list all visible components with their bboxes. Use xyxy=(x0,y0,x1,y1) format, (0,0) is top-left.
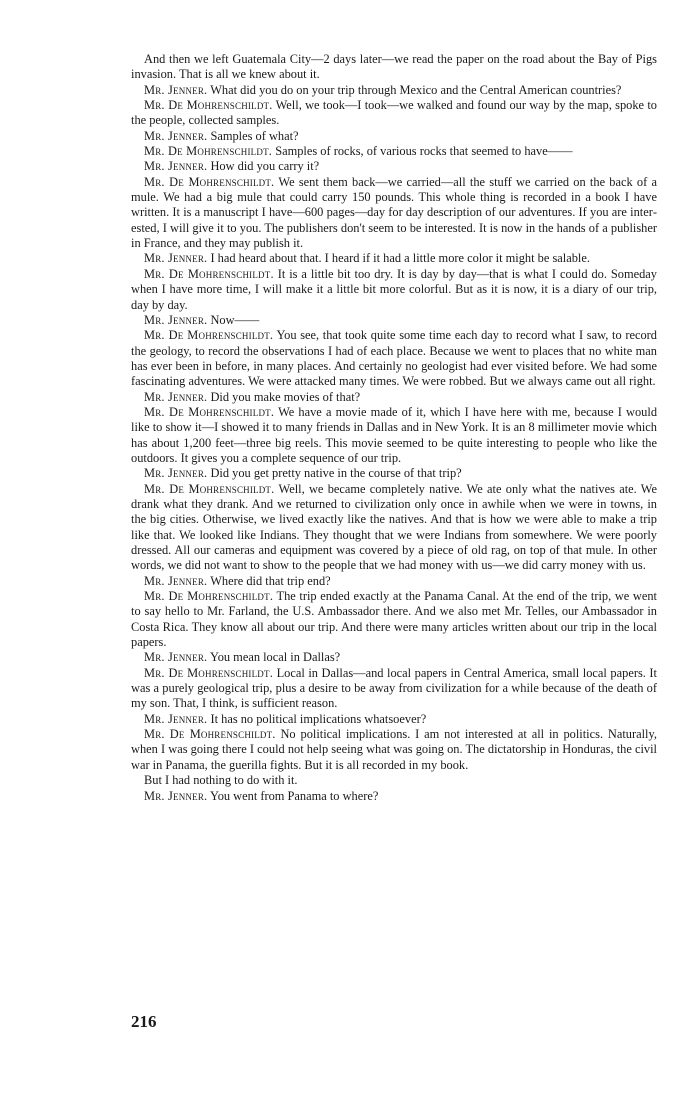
transcript-paragraph xyxy=(131,98,657,129)
speaker-label: Mr. Jenner. xyxy=(144,128,208,143)
speaker-label: Mr. De Mohrenschildt. xyxy=(144,98,273,113)
transcript-paragraph xyxy=(131,175,657,252)
speech-text: But I had nothing to do with it. xyxy=(144,773,298,788)
speaker-label: Mr. Jenner. xyxy=(144,650,208,665)
transcript-paragraph xyxy=(131,251,657,266)
speech-text: Samples of what? xyxy=(210,128,299,143)
transcript-paragraph xyxy=(131,773,657,788)
speaker-label: Mr. Jenner. xyxy=(144,711,208,726)
transcript-paragraph xyxy=(131,159,657,174)
narrative-text: And then we left Guatemala City—2 days later—we read the paper on the road about the Bay of Pigs invasion. That is all we knew about it. xyxy=(131,52,657,82)
transcript-paragraph xyxy=(131,328,657,389)
transcript-paragraph xyxy=(131,712,657,727)
speaker-label: Mr. De Mohrenschildt. xyxy=(144,589,274,604)
transcript-paragraph xyxy=(131,727,657,773)
transcript-paragraph xyxy=(131,390,657,405)
speaker-label: Mr. Jenner. xyxy=(144,82,208,97)
speech-text: No political implications. I am not interested at all in politics. Naturally, when I was going there I could not help seeing what was going on. The dictatorship in Honduras, the civil war in Panama, the guerilla fights. But it is all recorded in my book. xyxy=(131,727,657,772)
speaker-label: Mr. Jenner. xyxy=(144,251,208,266)
transcript-paragraph xyxy=(131,52,657,83)
transcript-paragraph xyxy=(131,589,657,650)
speech-text: You see, that took quite some time each day to record what I saw, to record the geology, to record the observations I had of each place. Because we went to places that no white man has ever been in before, in many places. And certainly no geologist had ever visited before. We had some fascinating adventures. We were attacked many times. We were robbed. But we always came out all right. xyxy=(131,328,657,389)
speech-text: Samples of rocks, of various rocks that seemed to have—— xyxy=(275,144,573,159)
speech-text: What did you do on your trip through Mexico and the Central American countries? xyxy=(210,82,622,97)
transcript-paragraph xyxy=(131,482,657,574)
transcript-paragraph xyxy=(131,144,657,159)
speech-text: Well, we became completely native. We ate only what the natives ate. We drank what they drank. And we returned to civilization only once in awhile when we were in towns, in the big cities. Otherwise, we lived exactly like the natives. And that is how we were able to make a trip like that. We looked like Indians. They thought that we were Indians from somewhere. We were poorly dressed. All our cameras and equipment was covered by a piece of old rag, on top of that mule. In other words, we did not want to show to the people that we had money with us—we did carry money with us. xyxy=(131,481,658,573)
transcript-paragraph xyxy=(131,405,657,466)
speaker-label: Mr. De Mohrenschildt. xyxy=(144,144,273,159)
speech-text: You mean local in Dallas? xyxy=(209,650,341,665)
speaker-label: Mr. De Mohrenschildt. xyxy=(144,266,274,281)
transcript-paragraph xyxy=(131,666,657,712)
speaker-label: Mr. Jenner. xyxy=(144,389,208,404)
speaker-label: Mr. De Mohrenschildt. xyxy=(144,727,276,742)
speech-text: We have a movie made of it, which I have here with me, because I would like to show it—I showed it to many friends in Dallas and in New York. It is an 8 millimeter movie which has about 1,200 feet—three big reels. This movie seemed to be quite interesting to people who like the outdoors. It gives you a complete sequence of our trip. xyxy=(131,404,658,465)
speech-text: It is a little bit too dry. It is day by day—that is what I could do. Someday when I have more time, I will make it a little bit more colorful. But as it is now, it is a diary of our trip, day by day. xyxy=(131,266,657,312)
speech-text: Well, we took—I took—we walked and found our way by the map, spoke to the people, collected samples. xyxy=(131,98,657,128)
transcript-paragraph xyxy=(131,466,657,481)
speaker-label: Mr. De Mohrenschildt. xyxy=(144,481,275,496)
speech-text: We sent them back—we carried—all the stuff we carried on the back of a mule. We had a big mule that could carry 150 pounds. This whole thing is recorded in a book I have written. It is a manuscript I have—600 pages—day for day description of our adventures. If you are interested, I will give it to you. The publishers don't seem to be interested. It is now in the hands of a publisher in France, and they may publish it. xyxy=(131,174,657,251)
transcript-paragraph xyxy=(131,313,657,328)
transcript-paragraph xyxy=(131,789,657,804)
transcript-paragraph xyxy=(131,574,657,589)
speaker-label: Mr. Jenner. xyxy=(144,312,208,327)
transcript-paragraph xyxy=(131,650,657,665)
speaker-label: Mr. Jenner. xyxy=(144,573,208,588)
speech-text: Local in Dallas—and local papers in Central America, small local papers. It was a purely geological trip, plus a desire to be away from civilization for a while because of the death of my son. That, I think, is sufficient reason. xyxy=(131,665,657,711)
speaker-label: Mr. De Mohrenschildt. xyxy=(144,174,275,189)
speech-text: How did you carry it? xyxy=(210,159,320,174)
speech-text: Where did that trip end? xyxy=(210,573,331,588)
speech-text: Now—— xyxy=(210,312,260,327)
speaker-label: Mr. De Mohrenschildt. xyxy=(144,328,274,343)
speech-text: The trip ended exactly at the Panama Canal. At the end of the trip, we went to say hello to Mr. Farland, the U.S. Ambassador there. And we also met Mr. Telles, our Ambassador in Costa Rica. They know all about our trip. And there were many articles written about our trip in the local papers. xyxy=(131,589,657,650)
speech-text: I had heard about that. I heard if it had a little more color it might be salable. xyxy=(210,251,590,266)
speech-text: You went from Panama to where? xyxy=(209,788,379,803)
speaker-label: Mr. De Mohrenschildt. xyxy=(144,665,273,680)
speaker-label: Mr. Jenner. xyxy=(144,466,208,481)
transcript-paragraph xyxy=(131,129,657,144)
transcript-page xyxy=(131,52,657,804)
speech-text: Did you make movies of that? xyxy=(210,389,361,404)
transcript-paragraph xyxy=(131,267,657,313)
speech-text: It has no political implications whatsoever? xyxy=(210,711,427,726)
speaker-label: Mr. De Mohrenschildt. xyxy=(144,404,275,419)
speech-text: Did you get pretty native in the course of that trip? xyxy=(210,466,462,481)
speaker-label: Mr. Jenner. xyxy=(144,788,208,803)
speaker-label: Mr. Jenner. xyxy=(144,159,208,174)
transcript-paragraph xyxy=(131,83,657,98)
page-number: 216 xyxy=(131,1012,157,1031)
